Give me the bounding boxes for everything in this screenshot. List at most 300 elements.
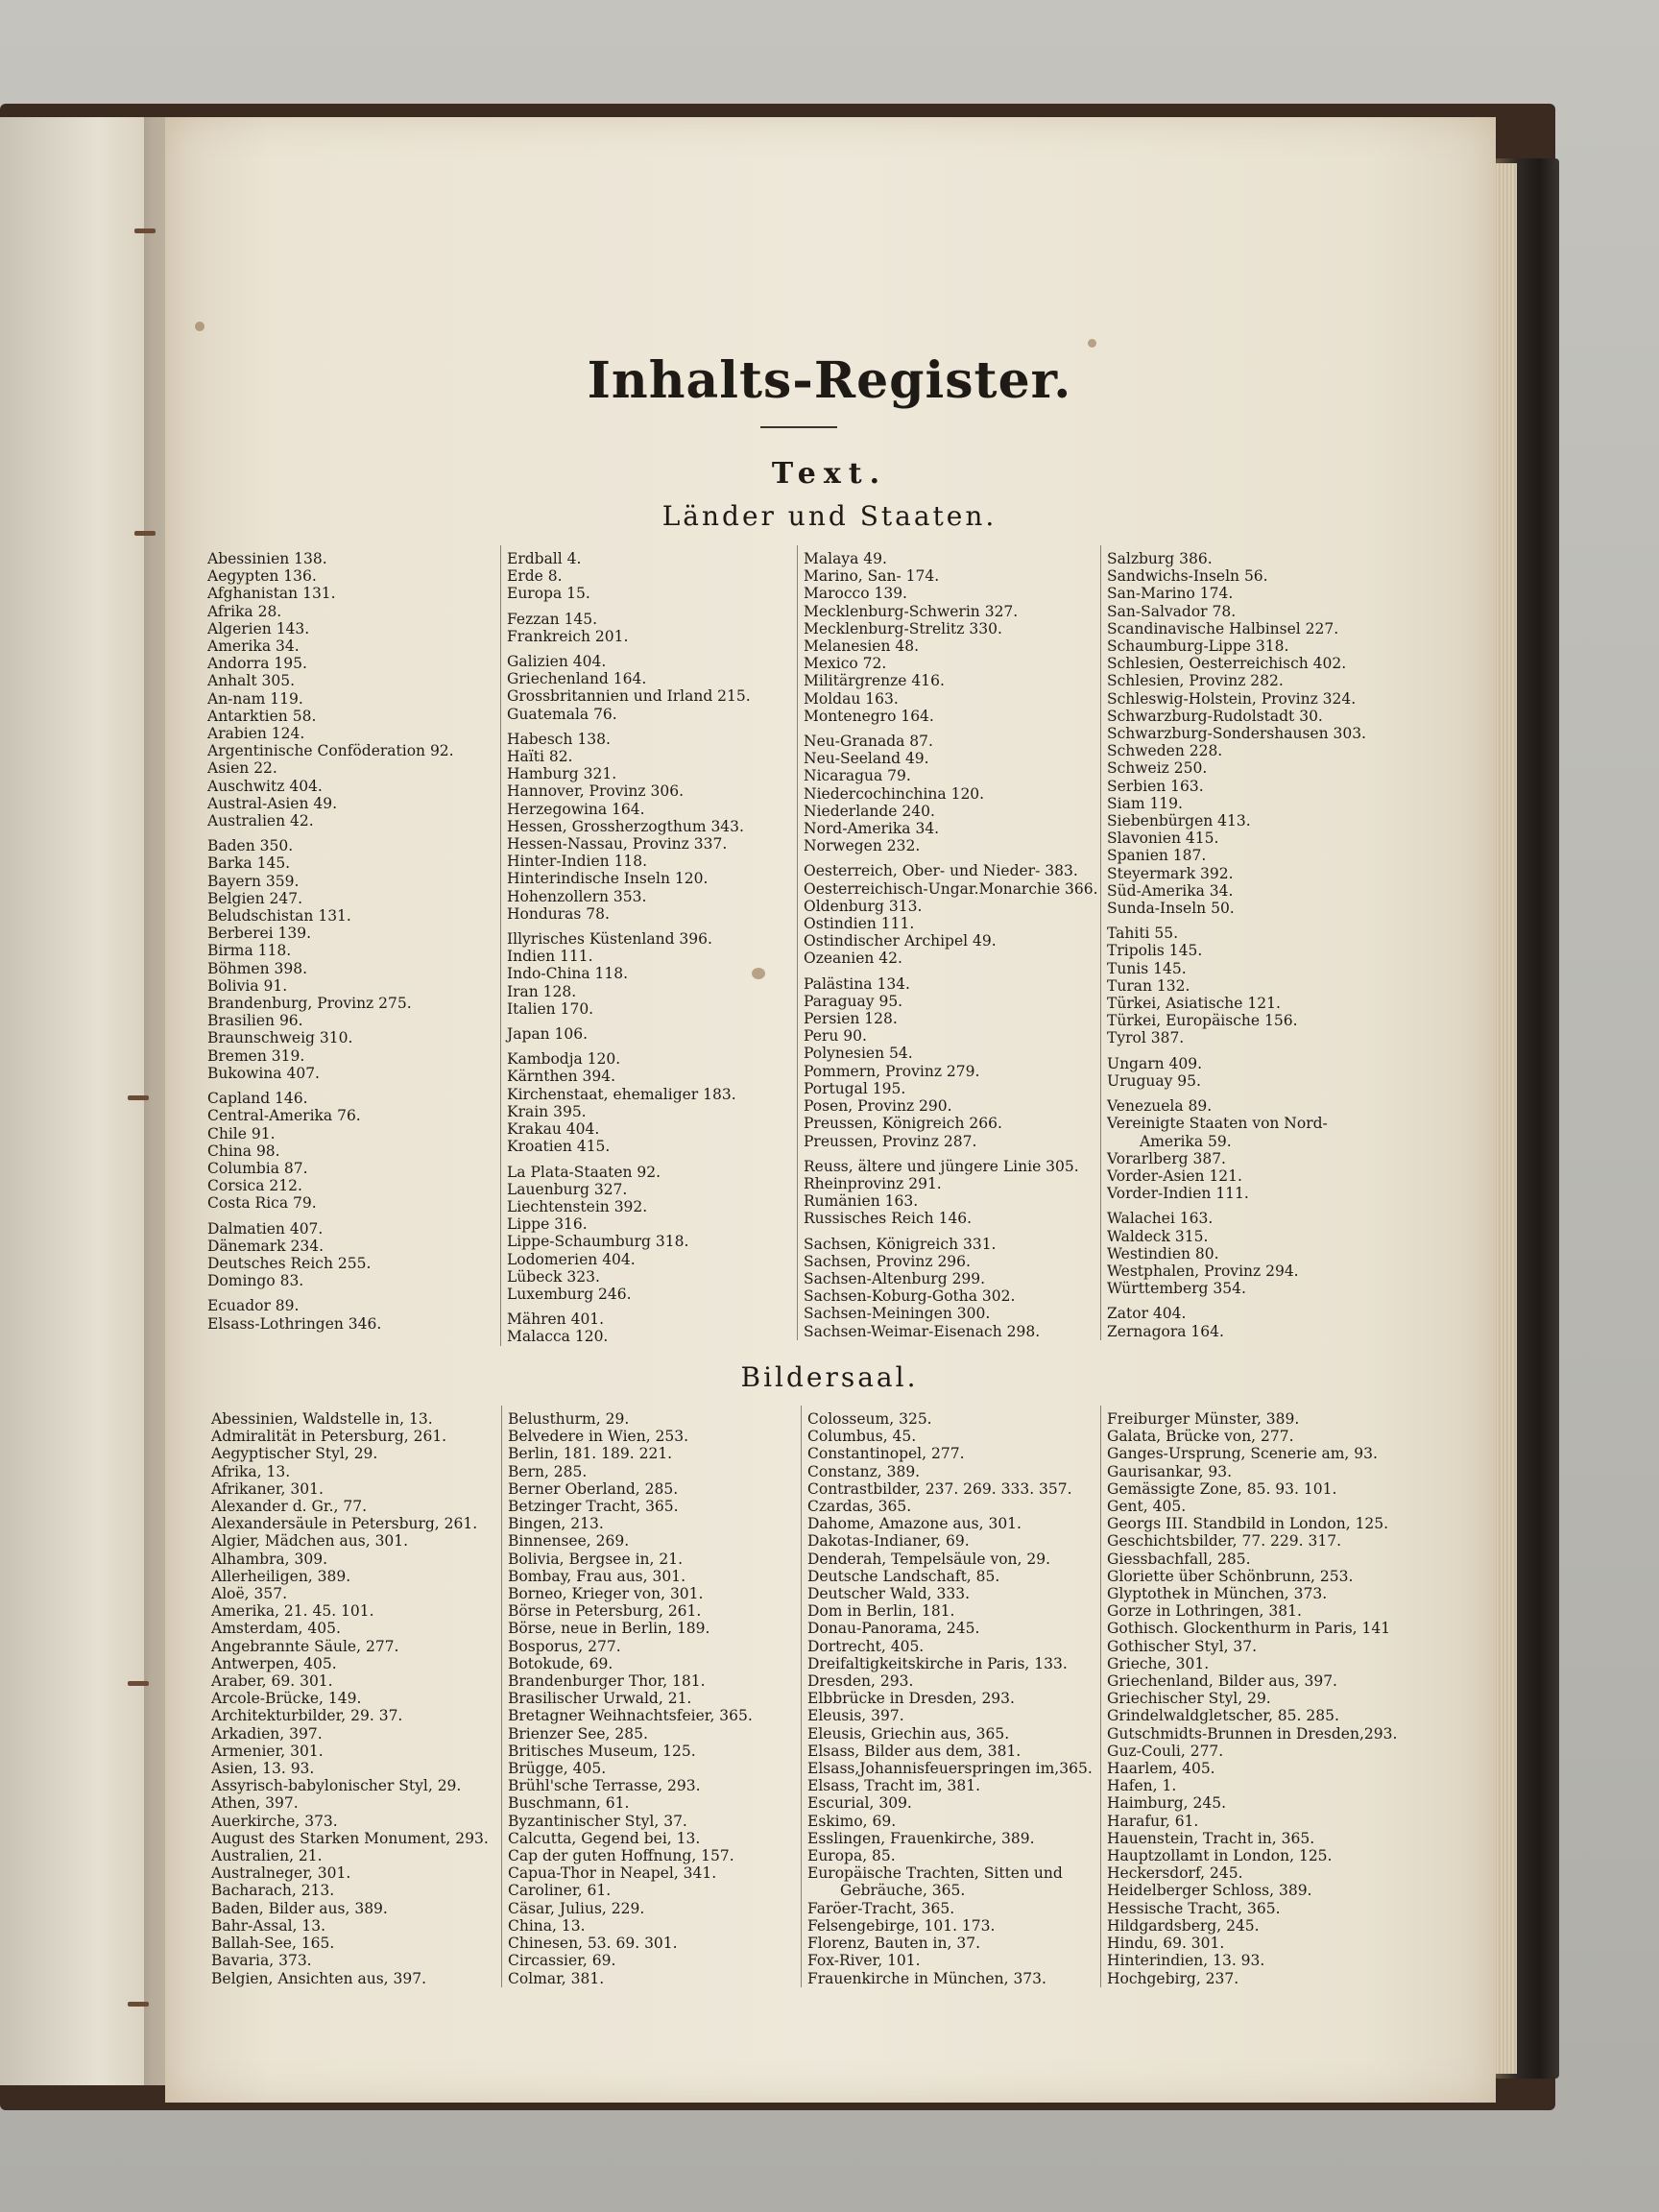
index-entry: Eskimo, 69.	[807, 1812, 897, 1830]
index-entry: Vereinigte Staaten von Nord-	[1107, 1115, 1328, 1133]
index-entry: Mähren 401.	[507, 1310, 605, 1329]
index-entry: La Plata-Staaten 92.	[507, 1163, 661, 1181]
index-entry: Frauenkirche in München, 373.	[807, 1969, 1046, 1987]
index-entry: Lodomerien 404.	[507, 1250, 636, 1268]
index-entry: Montenegro 164.	[804, 707, 934, 725]
index-entry: Chile 91.	[207, 1124, 276, 1142]
index-entry: Asien 22.	[207, 759, 277, 778]
index-entry: Griechenland, Bilder aus, 397.	[1107, 1672, 1337, 1691]
index-entry: Arcole-Brücke, 149.	[211, 1690, 362, 1708]
index-entry: Sachsen, Provinz 296.	[804, 1252, 971, 1270]
index-entry: Italien 170.	[507, 999, 594, 1018]
index-entry: Bacharach, 213.	[211, 1882, 335, 1900]
index-entry: Sachsen, Königreich 331.	[804, 1235, 997, 1253]
index-entry: Constanz, 389.	[807, 1462, 921, 1480]
index-entry: China, 13.	[508, 1916, 586, 1935]
index-entry: Armenier, 301.	[211, 1742, 324, 1760]
index-entry: Schwarzburg-Rudolstadt 30.	[1107, 707, 1323, 725]
index-entry: Hannover, Provinz 306.	[507, 782, 685, 801]
index-entry: Bingen, 213.	[508, 1515, 604, 1533]
index-entry: Beludschistan 131.	[207, 907, 351, 926]
index-entry: Ecuador 89.	[207, 1297, 300, 1315]
index-entry: Salzburg 386.	[1107, 550, 1213, 567]
index-entry: Colmar, 381.	[508, 1969, 605, 1987]
index-entry: Costa Rica 79.	[207, 1194, 317, 1213]
index-entry: Brügge, 405.	[508, 1760, 607, 1778]
index-entry: Brandenburger Thor, 181.	[508, 1672, 706, 1691]
index-entry: Capua-Thor in Neapel, 341.	[508, 1864, 717, 1883]
image-index-column-3	[801, 1406, 1093, 1987]
index-entry: Vorder-Asien 121.	[1107, 1166, 1242, 1185]
index-entry: Persien 128.	[804, 1010, 898, 1028]
index-entry: Malacca 120.	[507, 1328, 609, 1346]
index-entry: Faröer-Tracht, 365.	[807, 1899, 955, 1917]
index-entry: Admiralität in Petersburg, 261.	[211, 1428, 447, 1446]
index-entry: Serbien 163.	[1107, 777, 1204, 795]
index-entry: Pommern, Provinz 279.	[804, 1062, 980, 1080]
index-entry: Belgien, Ansichten aus, 397.	[211, 1969, 427, 1987]
text-index-column-1	[207, 550, 454, 1333]
index-entry: Erde 8.	[507, 567, 563, 586]
page-stain	[1088, 339, 1096, 348]
index-entry: Brasilien 96.	[207, 1012, 303, 1030]
index-entry: Algier, Mädchen aus, 301.	[211, 1532, 409, 1551]
index-entry: Angebrannte Säule, 277.	[211, 1637, 399, 1655]
index-entry: Gothisch. Glockenthurm in Paris, 141	[1107, 1620, 1391, 1638]
index-entry: Architekturbilder, 29. 37.	[211, 1707, 403, 1725]
index-entry: Niederlande 240.	[804, 802, 935, 820]
index-entry: Dahome, Amazone aus, 301.	[807, 1515, 1022, 1533]
index-entry: Escurial, 309.	[807, 1794, 912, 1813]
index-entry: Andorra 195.	[207, 655, 307, 673]
index-entry: Westindien 80.	[1107, 1244, 1219, 1262]
text-index-column-4	[1100, 545, 1366, 1340]
index-entry: Rheinprovinz 291.	[804, 1174, 942, 1192]
index-entry: Heckersdorf, 245.	[1107, 1864, 1243, 1883]
index-entry: Gutschmidts-Brunnen in Dresden,293.	[1107, 1724, 1398, 1743]
index-entry: Amerika, 21. 45. 101.	[211, 1602, 374, 1621]
index-entry: Süd-Amerika 34.	[1107, 881, 1234, 900]
index-entry: Hafen, 1.	[1107, 1777, 1177, 1795]
index-entry: Corsica 212.	[207, 1177, 302, 1195]
index-entry: Dortrecht, 405.	[807, 1637, 925, 1655]
index-entry: Venezuela 89.	[1107, 1097, 1213, 1116]
index-entry: Bukowina 407.	[207, 1064, 320, 1082]
index-entry: Berberei 139.	[207, 925, 312, 943]
index-entry: August des Starken Monument, 293.	[211, 1829, 489, 1847]
index-entry: Grossbritannien und Irland 215.	[507, 687, 751, 706]
index-entry: Hinter-Indien 118.	[507, 853, 648, 871]
index-entry: Afghanistan 131.	[207, 585, 336, 603]
index-entry: Elsass, Bilder aus dem, 381.	[807, 1742, 1022, 1760]
index-entry: Giessbachfall, 285.	[1107, 1550, 1251, 1568]
index-entry: Russisches Reich 146.	[804, 1210, 973, 1228]
index-entry: Hohenzollern 353.	[507, 887, 647, 905]
index-entry: Central-Amerika 76.	[207, 1107, 361, 1125]
index-entry: Auerkirche, 373.	[211, 1812, 338, 1830]
index-entry: Gemässigte Zone, 85. 93. 101.	[1107, 1479, 1337, 1498]
index-entry: Bolivia, Bergsee in, 21.	[508, 1550, 684, 1568]
index-entry: Böhmen 398.	[207, 959, 307, 977]
index-entry: Eleusis, 397.	[807, 1707, 904, 1725]
index-entry: Illyrisches Küstenland 396.	[507, 930, 712, 949]
index-entry: Bavaria, 373.	[211, 1952, 312, 1970]
index-entry: Capland 146.	[207, 1090, 308, 1108]
index-entry: Caroliner, 61.	[508, 1882, 612, 1900]
index-entry: Krakau 404.	[507, 1120, 600, 1139]
index-entry: Esslingen, Frauenkirche, 389.	[807, 1829, 1035, 1847]
index-entry: Schleswig-Holstein, Provinz 324.	[1107, 689, 1357, 708]
index-entry: Luxemburg 246.	[507, 1285, 632, 1303]
subsection-heading-text: Länder und Staaten.	[661, 500, 998, 532]
index-entry: Binnensee, 269.	[508, 1532, 630, 1551]
index-entry: Gorze in Lothringen, 381.	[1107, 1602, 1302, 1621]
index-entry: Haarlem, 405.	[1107, 1760, 1215, 1778]
index-entry: Guz-Couli, 277.	[1107, 1742, 1224, 1760]
index-entry: Waldeck 315.	[1107, 1227, 1209, 1245]
index-entry: Mecklenburg-Schwerin 327.	[804, 602, 1019, 620]
index-entry: Austral-Asien 49.	[207, 794, 338, 812]
index-entry: Alexandersäule in Petersburg, 261.	[211, 1515, 478, 1533]
index-entry: Georgs III. Standbild in London, 125.	[1107, 1515, 1389, 1533]
binding-stitch	[128, 1681, 149, 1686]
section-heading: Text.	[771, 457, 888, 491]
index-entry: Aegyptischer Styl, 29.	[211, 1445, 378, 1463]
index-entry: Habesch 138.	[507, 730, 611, 748]
index-entry: Hinterindien, 13. 93.	[1107, 1952, 1265, 1970]
index-entry: Brandenburg, Provinz 275.	[207, 995, 412, 1013]
index-entry: Melanesien 48.	[804, 637, 920, 656]
index-entry: Indo-China 118.	[507, 965, 629, 983]
index-entry: Zator 404.	[1107, 1305, 1187, 1323]
index-entry: Bretagner Weihnachtsfeier, 365.	[508, 1707, 753, 1725]
index-entry: Posen, Provinz 290.	[804, 1097, 952, 1116]
index-entry: Scandinavische Halbinsel 227.	[1107, 619, 1339, 637]
index-entry: Peru 90.	[804, 1027, 867, 1046]
image-index-column-2	[501, 1406, 753, 1987]
index-entry: Antarktien 58.	[207, 707, 317, 725]
index-entry: Domingo 83.	[207, 1272, 304, 1290]
index-entry: Spanien 187.	[1107, 847, 1207, 865]
index-entry: Tyrol 387.	[1107, 1029, 1185, 1047]
index-entry: Europäische Trachten, Sitten und	[807, 1864, 1063, 1883]
index-entry: Tripolis 145.	[1107, 942, 1203, 960]
index-entry: Circassier, 69.	[508, 1952, 616, 1970]
index-entry: Neu-Seeland 49.	[804, 750, 929, 768]
index-entry: Auschwitz 404.	[207, 777, 323, 795]
index-entry: Haïti 82.	[507, 748, 573, 766]
index-entry: Felsengebirge, 101. 173.	[807, 1916, 996, 1935]
index-entry: Hindu, 69. 301.	[1107, 1935, 1225, 1953]
index-entry: Asien, 13. 93.	[211, 1760, 315, 1778]
index-entry: Geschichtsbilder, 77. 229. 317.	[1107, 1532, 1341, 1551]
index-entry: Militärgrenze 416.	[804, 672, 945, 690]
index-entry: Freiburger Münster, 389.	[1107, 1410, 1300, 1428]
index-entry: Dakotas-Indianer, 69.	[807, 1532, 970, 1551]
index-entry: Ungarn 409.	[1107, 1054, 1203, 1072]
subsection-heading-images: Bildersaal.	[740, 1361, 919, 1393]
page-stain	[752, 968, 765, 979]
index-entry: Bremen 319.	[207, 1046, 305, 1065]
index-entry: Arabien 124.	[207, 725, 305, 743]
index-entry: Reuss, ältere und jüngere Linie 305.	[804, 1157, 1079, 1175]
index-entry: Slavonien 415.	[1107, 830, 1219, 848]
index-entry: Arkadien, 397.	[211, 1724, 323, 1743]
index-entry: Württemberg 354.	[1107, 1280, 1246, 1298]
index-entry: Zernagora 164.	[1107, 1322, 1224, 1340]
index-entry: Allerheiligen, 389.	[211, 1567, 351, 1585]
image-index-column-1	[211, 1410, 489, 1987]
index-entry: Harafur, 61.	[1107, 1812, 1199, 1830]
index-entry: Griechenland 164.	[507, 670, 647, 688]
index-entry: Ozeanien 42.	[804, 950, 902, 968]
index-entry: Florenz, Bauten in, 37.	[807, 1935, 980, 1953]
index-entry: Glyptothek in München, 373.	[1107, 1585, 1328, 1603]
index-entry: Paraguay 95.	[804, 992, 903, 1010]
index-entry: Argentinische Conföderation 92.	[207, 742, 454, 760]
index-entry: Tunis 145.	[1107, 959, 1187, 977]
index-entry: Athen, 397.	[211, 1794, 299, 1813]
index-entry: Afrika, 13.	[211, 1462, 291, 1480]
index-entry: Bosporus, 277.	[508, 1637, 621, 1655]
index-entry: Hauptzollamt in London, 125.	[1107, 1847, 1333, 1865]
index-entry: Lauenburg 327.	[507, 1180, 628, 1198]
index-entry: Malaya 49.	[804, 550, 887, 567]
text-index-column-2	[500, 545, 751, 1346]
index-entry: Grindelwaldgletscher, 85. 285.	[1107, 1707, 1339, 1725]
index-entry: Baden 350.	[207, 837, 294, 855]
index-entry: Dom in Berlin, 181.	[807, 1602, 955, 1621]
index-entry: Bolivia 91.	[207, 976, 288, 995]
index-entry: Westphalen, Provinz 294.	[1107, 1262, 1299, 1280]
index-entry: Braunschweig 310.	[207, 1029, 353, 1047]
index-entry: Belgien 247.	[207, 889, 302, 907]
index-entry: Türkei, Europäische 156.	[1107, 1012, 1298, 1030]
index-entry: Australien, 21.	[211, 1847, 323, 1865]
index-entry: Hochgebirg, 237.	[1107, 1969, 1239, 1987]
index-entry: Elbbrücke in Dresden, 293.	[807, 1690, 1015, 1708]
index-entry: Schweden 228.	[1107, 742, 1223, 760]
index-entry: Australien 42.	[207, 812, 314, 830]
index-entry: San-Salvador 78.	[1107, 602, 1237, 620]
index-entry: Turan 132.	[1107, 976, 1190, 995]
index-entry: Hessen, Grossherzogthum 343.	[507, 817, 744, 835]
index-entry: Hamburg 321.	[507, 765, 617, 783]
index-entry: Galata, Brücke von, 277.	[1107, 1428, 1294, 1446]
index-entry: Colosseum, 325.	[807, 1410, 932, 1428]
index-entry: Bern, 285.	[508, 1462, 588, 1480]
index-entry: Griechischer Styl, 29.	[1107, 1690, 1271, 1708]
index-entry: Columbia 87.	[207, 1159, 308, 1177]
index-entry: Börse in Petersburg, 261.	[508, 1602, 702, 1621]
index-entry: Europa, 85.	[807, 1847, 896, 1865]
index-entry: Indien 111.	[507, 948, 593, 966]
index-entry: Fox-River, 101.	[807, 1952, 921, 1970]
index-entry: Elsass-Lothringen 346.	[207, 1314, 382, 1333]
index-entry: Belvedere in Wien, 253.	[508, 1428, 689, 1446]
index-entry: San-Marino 174.	[1107, 585, 1234, 603]
index-entry: Dreifaltigkeitskirche in Paris, 133.	[807, 1654, 1068, 1672]
page-title: Inhalts-Register.	[587, 351, 1072, 410]
index-entry: Ostindischer Archipel 49.	[804, 932, 997, 950]
index-entry: Kroatien 415.	[507, 1138, 611, 1156]
index-entry: Kärnthen 394.	[507, 1068, 616, 1086]
index-entry: Lippe-Schaumburg 318.	[507, 1233, 689, 1251]
index-entry: Contrastbilder, 237. 269. 333. 357.	[807, 1479, 1072, 1498]
index-entry: Rumänien 163.	[804, 1192, 919, 1211]
index-entry: Iran 128.	[507, 982, 577, 1000]
index-entry: Schaumburg-Lippe 318.	[1107, 637, 1289, 656]
index-entry: Dänemark 234.	[207, 1237, 325, 1255]
index-entry: Ostindien 111.	[804, 915, 915, 933]
index-entry: Erdball 4.	[507, 550, 582, 567]
index-entry: Honduras 78.	[507, 904, 610, 923]
index-entry: Liechtenstein 392.	[507, 1197, 648, 1215]
index-entry: Lippe 316.	[507, 1215, 588, 1234]
index-entry: Japan 106.	[507, 1025, 589, 1044]
index-entry: Cap der guten Hoffnung, 157.	[508, 1847, 734, 1865]
index-entry: Buschmann, 61.	[508, 1794, 630, 1813]
index-entry: Oesterreich, Ober- und Nieder- 383.	[804, 862, 1078, 880]
index-entry: Portugal 195.	[804, 1079, 906, 1097]
index-entry: Gothischer Styl, 37.	[1107, 1637, 1258, 1655]
image-index-column-4	[1100, 1406, 1397, 1987]
index-entry: Botokude, 69.	[508, 1654, 613, 1672]
index-entry: Baden, Bilder aus, 389.	[211, 1899, 388, 1917]
index-entry: Moldau 163.	[804, 689, 899, 708]
index-entry: An-nam 119.	[207, 689, 303, 708]
index-entry: Galizien 404.	[507, 653, 607, 671]
index-entry: Brasilischer Urwald, 21.	[508, 1690, 692, 1708]
index-entry: Preussen, Provinz 287.	[804, 1132, 977, 1150]
index-entry: Australneger, 301.	[211, 1864, 351, 1883]
index-entry: Vorarlberg 387.	[1107, 1149, 1226, 1167]
index-entry: Norwegen 232.	[804, 837, 921, 855]
index-entry: Afrikaner, 301.	[211, 1479, 324, 1498]
index-entry: Sandwichs-Inseln 56.	[1107, 567, 1268, 586]
index-entry: Türkei, Asiatische 121.	[1107, 995, 1281, 1013]
index-entry: Gent, 405.	[1107, 1498, 1187, 1516]
index-entry: Tahiti 55.	[1107, 925, 1179, 943]
index-entry: Chinesen, 53. 69. 301.	[508, 1935, 678, 1953]
index-entry: Krain 395.	[507, 1102, 587, 1120]
index-entry: Deutsche Landschaft, 85.	[807, 1567, 1000, 1585]
index-entry: Alexander d. Gr., 77.	[211, 1498, 368, 1516]
index-entry: Gloriette über Schönbrunn, 253.	[1107, 1567, 1354, 1585]
index-entry: Polynesien 54.	[804, 1045, 913, 1063]
index-entry: Brühl'sche Terrasse, 293.	[508, 1777, 701, 1795]
binding-stitch	[128, 1095, 149, 1100]
index-entry: Belusthurm, 29.	[508, 1410, 630, 1428]
index-entry: Byzantinischer Styl, 37.	[508, 1812, 687, 1830]
index-entry: Guatemala 76.	[507, 705, 617, 723]
index-entry: Gebräuche, 365.	[840, 1882, 966, 1900]
index-entry: Sachsen-Koburg-Gotha 302.	[804, 1287, 1016, 1306]
index-entry: Constantinopel, 277.	[807, 1445, 965, 1463]
index-entry: Dresden, 293.	[807, 1672, 914, 1691]
index-entry: Borneo, Krieger von, 301.	[508, 1585, 704, 1603]
index-entry: Anhalt 305.	[207, 672, 296, 690]
index-entry: Sachsen-Weimar-Eisenach 298.	[804, 1322, 1041, 1340]
index-entry: Haimburg, 245.	[1107, 1794, 1227, 1813]
index-entry: Grieche, 301.	[1107, 1654, 1210, 1672]
index-entry: Elsass,Johannisfeuerspringen im,365.	[807, 1760, 1093, 1778]
index-entry: Fezzan 145.	[507, 610, 598, 628]
page-stain	[195, 322, 204, 331]
index-entry: Hinterindische Inseln 120.	[507, 870, 709, 888]
index-entry: Cäsar, Julius, 229.	[508, 1899, 645, 1917]
index-entry: Elsass, Tracht im, 381.	[807, 1777, 981, 1795]
index-entry: Brienzer See, 285.	[508, 1724, 648, 1743]
index-entry: Walachei 163.	[1107, 1210, 1214, 1228]
index-entry: Amerika 59.	[1140, 1132, 1232, 1150]
index-entry: Vorder-Indien 111.	[1107, 1185, 1249, 1203]
index-entry: Heidelberger Schloss, 389.	[1107, 1882, 1312, 1900]
index-entry: Abessinien, Waldstelle in, 13.	[211, 1410, 433, 1428]
index-entry: Barka 145.	[207, 854, 291, 873]
index-entry: Preussen, Königreich 266.	[804, 1115, 1002, 1133]
binding-stitch	[134, 228, 156, 233]
index-entry: Frankreich 201.	[507, 627, 629, 645]
index-entry: Börse, neue in Berlin, 189.	[508, 1620, 710, 1638]
index-entry: Eleusis, Griechin aus, 365.	[807, 1724, 1010, 1743]
index-entry: Oesterreichisch-Ungar.Monarchie 366.	[804, 879, 1098, 898]
index-entry: Uruguay 95.	[1107, 1071, 1201, 1090]
index-entry: Antwerpen, 405.	[211, 1654, 337, 1672]
index-entry: Araber, 69. 301.	[211, 1672, 333, 1691]
index-entry: Marocco 139.	[804, 585, 907, 603]
index-entry: Mexico 72.	[804, 655, 887, 673]
index-entry: Sunda-Inseln 50.	[1107, 900, 1235, 918]
index-entry: Aegypten 136.	[207, 567, 317, 586]
index-entry: Lübeck 323.	[507, 1267, 600, 1286]
index-entry: Donau-Panorama, 245.	[807, 1620, 980, 1638]
index-entry: Bayern 359.	[207, 872, 300, 890]
index-entry: Steyermark 392.	[1107, 864, 1234, 882]
index-entry: Amerika 34.	[207, 637, 300, 656]
index-entry: Bombay, Frau aus, 301.	[508, 1567, 685, 1585]
index-entry: Siebenbürgen 413.	[1107, 812, 1251, 830]
index-entry: China 98.	[207, 1142, 280, 1160]
index-entry: Herzegowina 164.	[507, 800, 645, 818]
index-entry: Afrika 28.	[207, 602, 282, 620]
index-entry: Bahr-Assal, 13.	[211, 1916, 326, 1935]
index-entry: Abessinien 138.	[207, 550, 327, 567]
index-entry: Deutscher Wald, 333.	[807, 1585, 971, 1603]
index-entry: Hauenstein, Tracht in, 365.	[1107, 1829, 1315, 1847]
binding-stitch	[128, 2002, 149, 2007]
index-entry: Sachsen-Meiningen 300.	[804, 1305, 991, 1323]
index-entry: Berlin, 181. 189. 221.	[508, 1445, 673, 1463]
index-entry: Czardas, 365.	[807, 1498, 912, 1516]
index-entry: Niedercochinchina 120.	[804, 784, 985, 803]
index-entry: Nord-Amerika 34.	[804, 820, 940, 838]
index-entry: Alhambra, 309.	[211, 1550, 328, 1568]
index-entry: Birma 118.	[207, 942, 292, 960]
index-entry: Berner Oberland, 285.	[508, 1479, 679, 1498]
text-index-column-3	[797, 545, 1098, 1340]
index-entry: Ballah-See, 165.	[211, 1935, 335, 1953]
index-entry: Sachsen-Altenburg 299.	[804, 1269, 986, 1287]
index-entry: Kambodja 120.	[507, 1050, 621, 1069]
index-entry: Calcutta, Gegend bei, 13.	[508, 1829, 701, 1847]
index-entry: Algerien 143.	[207, 619, 310, 637]
index-entry: Assyrisch-babylonischer Styl, 29.	[211, 1777, 462, 1795]
index-entry: Hessen-Nassau, Provinz 337.	[507, 835, 728, 854]
index-entry: Schlesien, Provinz 282.	[1107, 672, 1284, 690]
index-entry: Schlesien, Oesterreichisch 402.	[1107, 655, 1347, 673]
index-entry: Schwarzburg-Sondershausen 303.	[1107, 725, 1366, 743]
